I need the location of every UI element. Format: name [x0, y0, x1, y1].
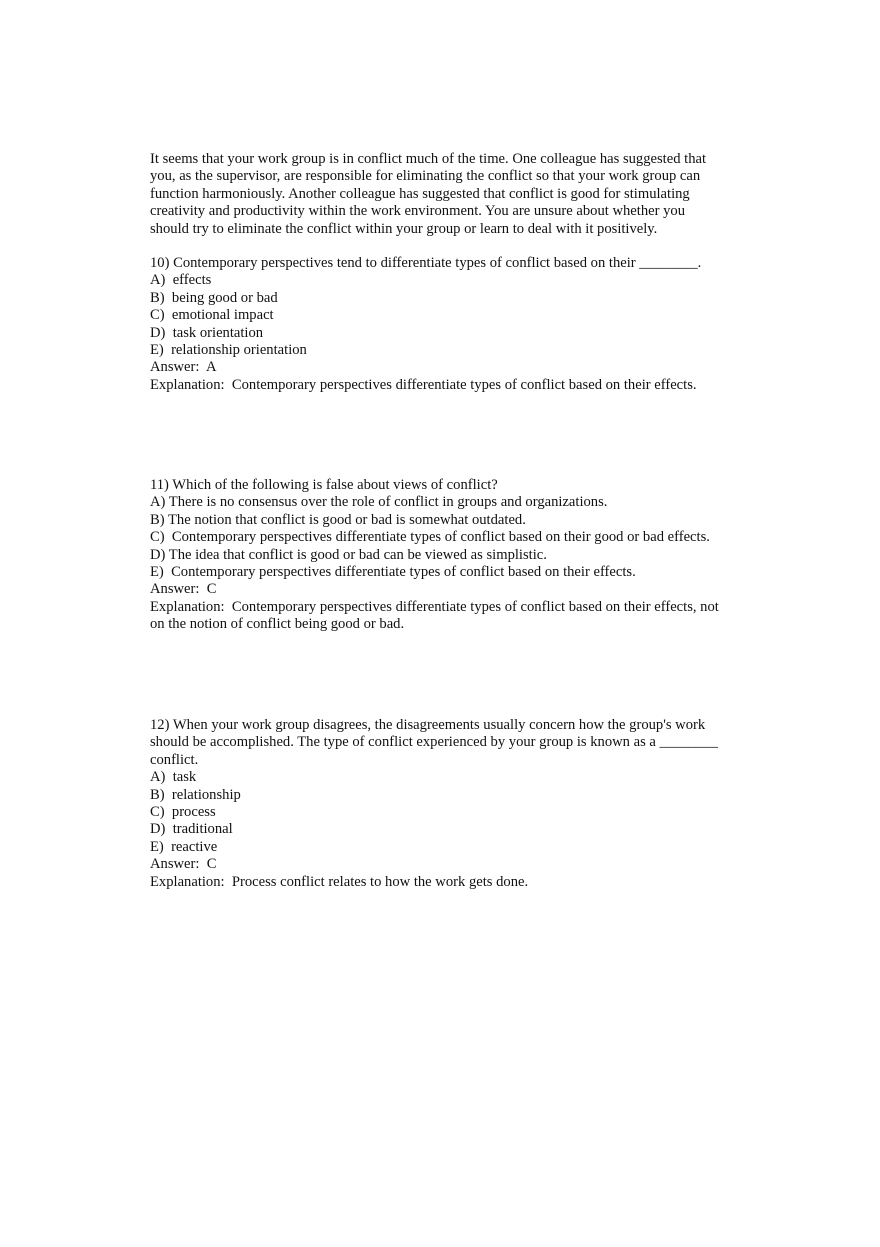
question-12 [150, 717, 750, 891]
question-10 [150, 255, 750, 394]
option-c: C) Contemporary perspectives differentiate types of conflict based on their good or bad effects. [150, 529, 710, 546]
option-d: D) The idea that conflict is good or bad can be viewed as simplistic. [150, 546, 547, 563]
option-e: E) Contemporary perspectives differentiate types of conflict based on their effects. [150, 564, 636, 581]
explanation: Explanation: Contemporary perspectives differentiate types of conflict based on their effects. [150, 376, 697, 393]
question-text: conflict. [150, 751, 199, 768]
explanation: on the notion of conflict being good or bad. [150, 616, 405, 633]
option-b: B) The notion that conflict is good or bad is somewhat outdated. [150, 511, 526, 528]
option-e: E) relationship orientation [150, 342, 307, 359]
option-a: A) task [150, 769, 197, 786]
option-a: A) There is no consensus over the role of conflict in groups and organizations. [150, 494, 608, 511]
option-b: B) being good or bad [150, 289, 278, 306]
scenario-paragraph [150, 151, 750, 238]
scenario-line: creativity and productivity within the work environment. You are unsure about whether you [150, 203, 685, 220]
option-d: D) task orientation [150, 324, 264, 341]
scenario-line: you, as the supervisor, are responsible for eliminating the conflict so that your work group can [150, 168, 701, 185]
question-text: 11) Which of the following is false about views of conflict? [150, 477, 498, 493]
question-11 [150, 477, 750, 634]
answer: Answer: C [150, 581, 217, 598]
explanation: Explanation: Process conflict relates to how the work gets done. [150, 873, 529, 890]
answer: Answer: A [150, 359, 217, 376]
answer: Answer: C [150, 856, 217, 873]
option-e: E) reactive [150, 838, 218, 855]
question-text: 10) Contemporary perspectives tend to differentiate types of conflict based on their ________. [150, 255, 702, 271]
option-b: B) relationship [150, 786, 241, 803]
scenario-line: should try to eliminate the conflict within your group or learn to deal with it positively. [150, 220, 658, 237]
option-a: A) effects [150, 272, 212, 289]
explanation: Explanation: Contemporary perspectives differentiate types of conflict based on their effects, not [150, 598, 719, 615]
option-d: D) traditional [150, 821, 233, 838]
option-c: C) emotional impact [150, 307, 274, 324]
question-text: should be accomplished. The type of conflict experienced by your group is known as a ________ [150, 734, 718, 751]
scenario-line: function harmoniously. Another colleague has suggested that conflict is good for stimulating [150, 185, 690, 202]
scenario-line: It seems that your work group is in conflict much of the time. One colleague has suggested that [150, 151, 707, 167]
option-c: C) process [150, 804, 216, 821]
question-text: 12) When your work group disagrees, the disagreements usually concern how the group's work [150, 717, 706, 733]
